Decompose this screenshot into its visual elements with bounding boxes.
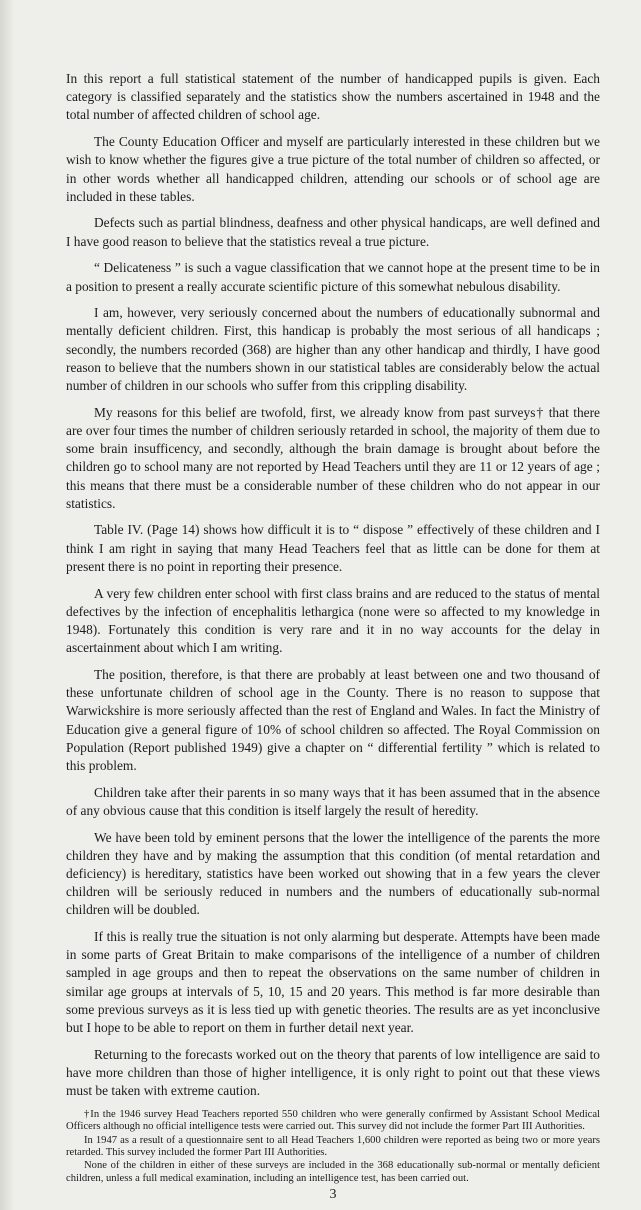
paragraph-6: My reasons for this belief are twofold, first, we already know from past surveys† that there are over four times the number of children seriously retarded in school, the majority of them due to some brain insufficency, and secondly, although the brain damage is brought about before the children go to school many are not reported by Head Teachers until they are 11 or 12 years of age ; this means that there must be a considerable number of these children who do not appear in our statistics.: [66, 404, 600, 511]
report-page: [66, 70, 600, 1203]
page-edge-shadow: [0, 0, 14, 1210]
paragraph-3: Defects such as partial blindness, deafness and other physical handicaps, are well defined and I have good reason to believe that the statistics reveal a true picture.: [66, 215, 600, 249]
footnotes: [66, 1109, 600, 1185]
paragraph-1: In this report a full statistical statement of the number of handicapped pupils is given. Each category is classified separately and the statistics show the numbers ascertained in 1948 and the total number of affected children of school age.: [66, 71, 600, 123]
footnote-1: †In the 1946 survey Head Teachers reported 550 children who were generally confirmed by Assistant School Medical Officers although no official intelligence tests were carried out. This survey did not include the former Part III Authorities.: [66, 1108, 600, 1133]
paragraph-2: The County Education Officer and myself are particularly interested in these children but we wish to know whether the figures give a true picture of the total number of children so affected, or in other words whether all handicapped children, attending our schools or of school age are included in these tables.: [66, 134, 600, 204]
paragraph-12: If this is really true the situation is not only alarming but desperate. Attempts have been made in some parts of Great Britain to make comparisons of the intelligence of a number of children sampled in age groups and then to repeat the observations on the same number of children in similar age groups at intervals of 5, 10, 15 and 20 years. This method is far more desirable than some previous surveys as it is less tied up with genetic theories. The results are as yet inconclusive but I hope to be able to report on them in further detail next year.: [66, 929, 600, 1036]
paragraph-13: Returning to the forecasts worked out on the theory that parents of low intelligence are said to have more children than those of higher intelligence, it is only right to point out that these views must be taken with extreme caution.: [66, 1046, 600, 1099]
paragraph-11: We have been told by eminent persons that the lower the intelligence of the parents the more children they have and by making the assumption that this condition (of mental retardation and deficiency) is hereditary, statistics have been worked out showing that in a few years the clever children will be seriously reduced in numbers and the numbers of educationally sub-normal children will be doubled.: [66, 829, 600, 918]
footnote-2: In 1947 as a result of a questionnaire sent to all Head Teachers 1,600 children were reported as being two or more years retarded. This survey included the former Part III Authorities.: [66, 1134, 600, 1159]
paragraph-4: “ Delicateness ” is such a vague classification that we cannot hope at the present time to be in a position to present a really accurate scientific picture of this somewhat nebulous disability.: [66, 260, 600, 294]
page-number: 3: [329, 1187, 337, 1203]
paragraph-9: The position, therefore, is that there are probably at least between one and two thousand of these unfortunate children of school age in the County. There is no reason to suppose that Warwickshire is more seriously affected than the rest of England and Wales. In fact the Ministry of Education give a general figure of 10% of school children so affected. The Royal Commission on Population (Report published 1949) give a chapter on “ differential fertility ” which is related to this problem.: [66, 666, 600, 773]
paragraph-5: I am, however, very seriously concerned about the numbers of educationally subnormal and mentally deficient children. First, this handicap is probably the most serious of all handicaps ; secondly, the numbers recorded (368) are higher than any other handicap and thirdly, I have good reason to believe that the numbers shown in our statistical tables are considerably below the actual number of children in our schools who suffer from this crippling disability.: [66, 305, 600, 394]
paragraph-7: Table IV. (Page 14) shows how difficult it is to “ dispose ” effectively of these children and I think I am right in saying that many Head Teachers feel that as little can be done for them at present there is no point in reporting their presence.: [66, 522, 600, 574]
paragraph-10: Children take after their parents in so many ways that it has been assumed that in the absence of any obvious cause that this condition is itself largely the result of heredity.: [66, 784, 600, 818]
footnote-3: None of the children in either of these surveys are included in the 368 educationally sub-normal or mentally deficient children, unless a full medical examination, including an intelligence test, has been carried out.: [66, 1160, 600, 1184]
paragraph-8: A very few children enter school with first class brains and are reduced to the status of mental defectives by the infection of encephalitis lethargica (none were so affected to my knowledge in 1948). Fortunately this condition is very rare and it in no way accounts for the delay in ascertainment about which I am writing.: [66, 585, 600, 656]
